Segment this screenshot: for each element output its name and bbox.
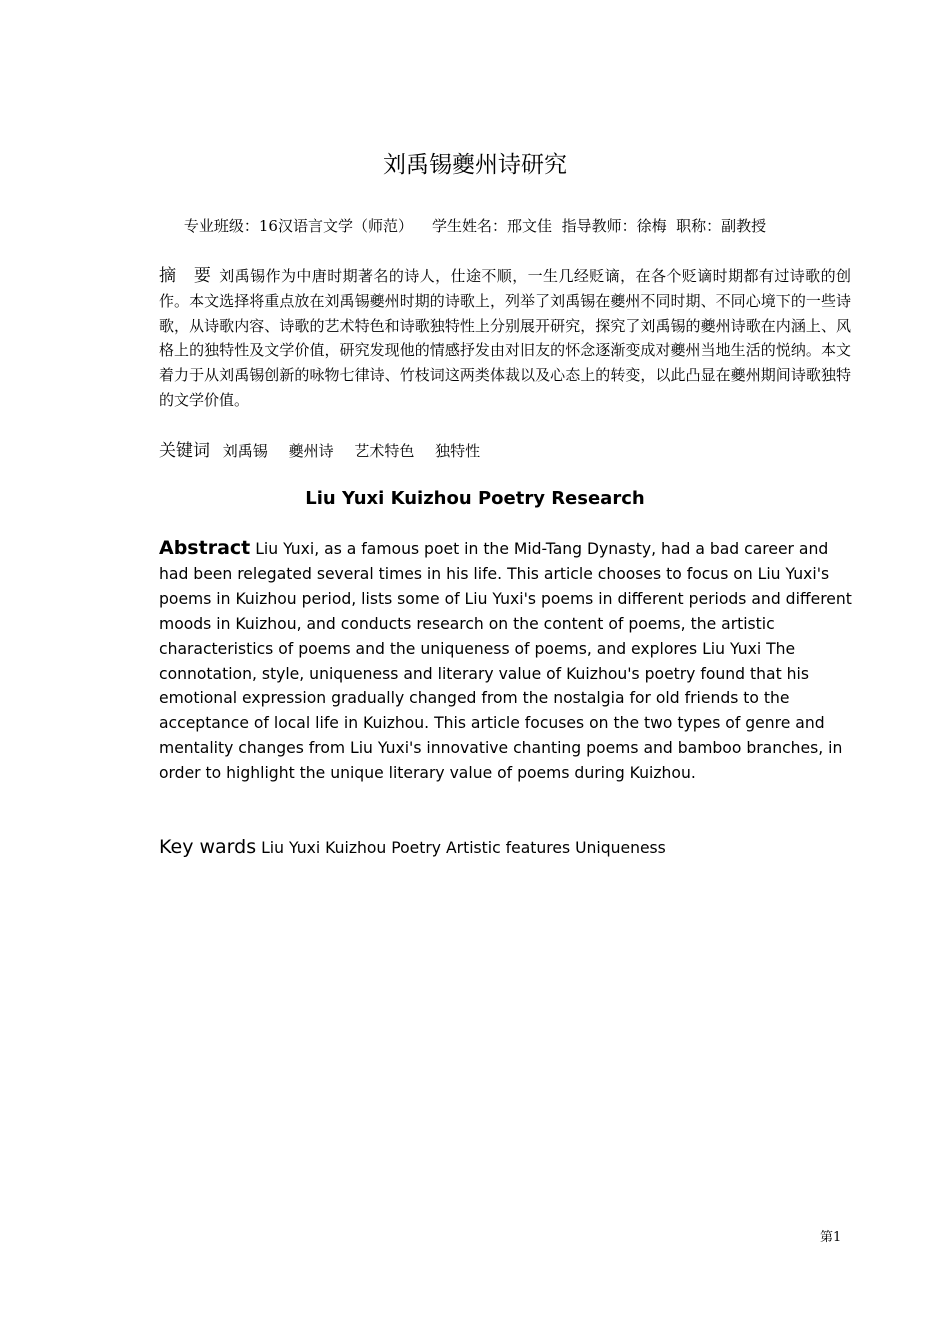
chinese-keyword: 艺术特色 bbox=[354, 442, 415, 460]
chinese-keyword: 独特性 bbox=[435, 442, 481, 460]
english-keywords bbox=[159, 834, 861, 861]
chinese-keywords bbox=[159, 438, 851, 464]
english-keyword: Liu Yuxi bbox=[261, 839, 321, 857]
english-keyword: Uniqueness bbox=[575, 839, 666, 857]
page-number: 第1 bbox=[820, 1230, 842, 1245]
chinese-abstract-label: 摘 要 bbox=[159, 266, 212, 286]
author-info-line: 专业班级：16汉语言文学（师范） 学生姓名：邢文佳 指导教师：徐梅 职称：副教授 bbox=[183, 217, 767, 235]
chinese-keyword: 夔州诗 bbox=[288, 442, 334, 460]
english-title: Liu Yuxi Kuizhou Poetry Research bbox=[305, 488, 645, 509]
chinese-abstract-text: 刘禹锡作为中唐时期著名的诗人，仕途不顺，一生几经贬谪，在各个贬谪时期都有过诗歌的创作。本文选择将重点放在刘禹锡夔州时期的诗歌上，列举了刘禹锡在夔州不同时期、不同心境下的一些诗歌，从诗歌内容、诗歌的艺术特色和诗歌独特性上分别展开研究，探究了刘禹锡的夔州诗歌在内涵上、风格上的独特性及文学价值，研究发现他的情感抒发由对旧友的怀念逐渐变成对夔州当地生活的悦纳。本文着力于从刘禹锡创新的咏物七律诗、竹枝词这两类体裁以及心态上的转变，以此凸显在夔州期间诗歌独特的文学价值。 bbox=[159, 267, 851, 409]
english-keywords-label: Key wards bbox=[159, 836, 257, 858]
english-abstract-text: Liu Yuxi, as a famous poet in the Mid-Tang Dynasty, had a bad career and had been relegated several times in his life. This article chooses to focus on Liu Yuxi's poems in Kuizhou period, lists some of Liu Yuxi's poems in different periods and different moods in Kuizhou, and conducts research on the content of poems, the artistic characteristics of poems and the uniqueness of poems, and explores Liu Yuxi The connotation, style, uniqueness and literary value of Kuizhou's poetry found that his emotional expression gradually changed from the nostalgia for old friends to the acceptance of local life in Kuizhou. This article focuses on the two types of genre and mentality changes from Liu Yuxi's innovative chanting poems and bamboo branches, in order to highlight the unique literary value of poems during Kuizhou. bbox=[159, 540, 852, 783]
chinese-keywords-label: 关键词 bbox=[159, 441, 210, 461]
english-keyword: Artistic features bbox=[446, 839, 571, 857]
chinese-title: 刘禹锡夔州诗研究 bbox=[383, 152, 567, 178]
english-keyword: Kuizhou Poetry bbox=[325, 839, 442, 857]
chinese-abstract bbox=[159, 264, 851, 413]
english-abstract-label: Abstract bbox=[159, 537, 251, 559]
english-abstract bbox=[159, 536, 861, 786]
chinese-keyword: 刘禹锡 bbox=[222, 442, 268, 460]
